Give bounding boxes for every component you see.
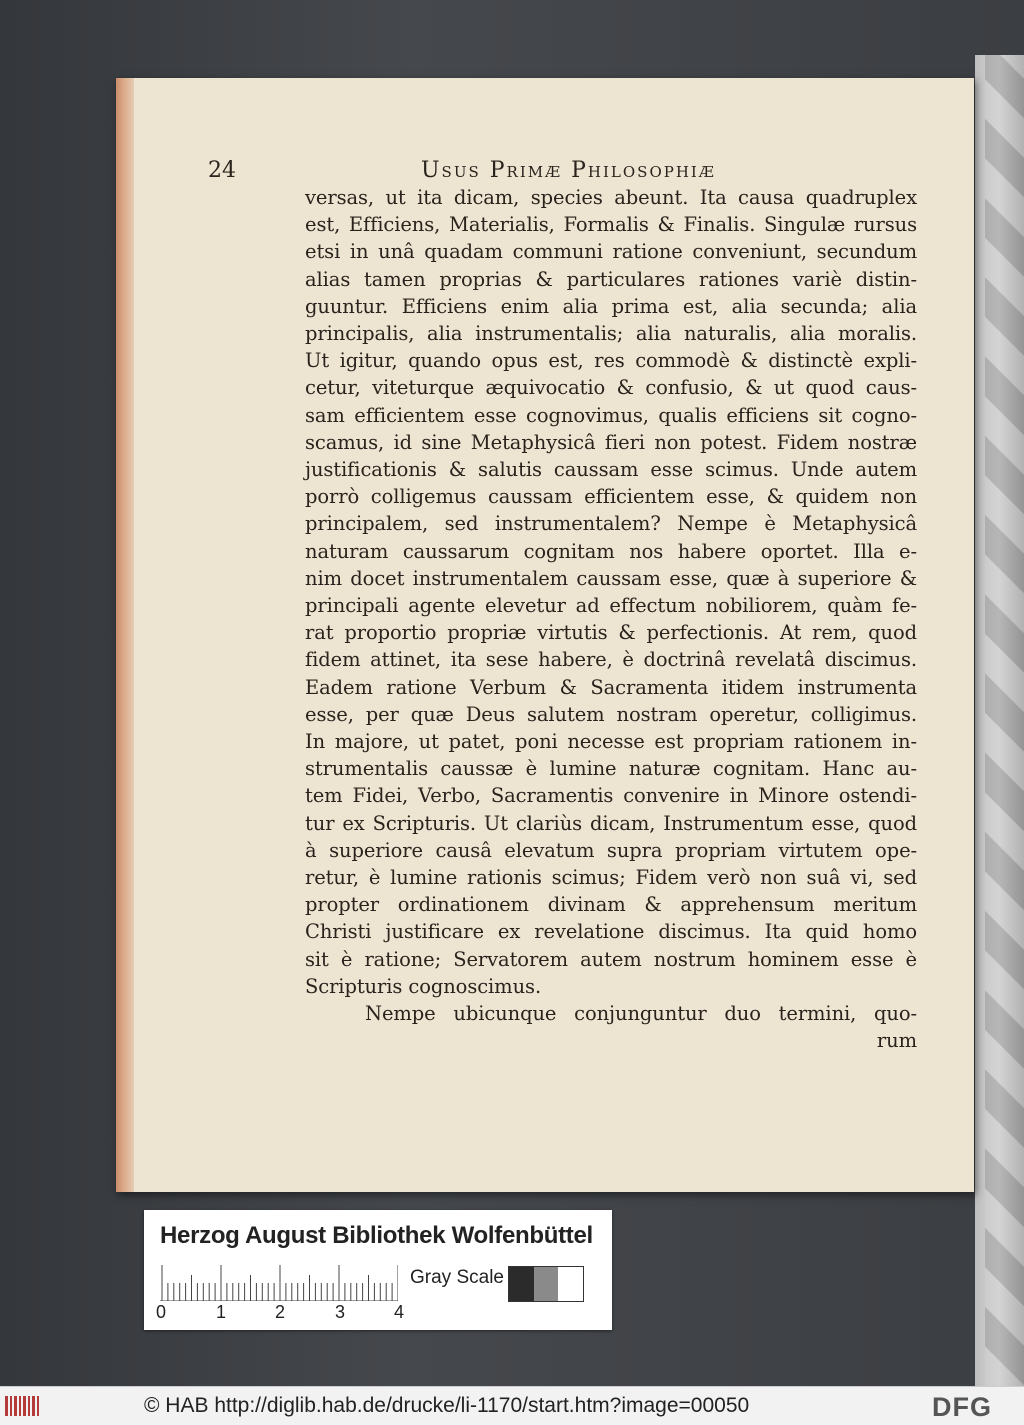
text-line: sam efficientem esse cognovimus, qualis efficiens sit cogno- [305,403,917,427]
text-line: Eadem ratione Verbum & Sacramenta itidem instrumenta [305,675,917,699]
text-line: Christi justificare ex revelatione discimus. Ita quid homo [305,920,917,944]
text-line: cetur, viteturque æquivocatio & confusio, & ut quod caus- [305,376,917,400]
gray-swatch-mid [534,1267,559,1301]
text-line: porrò colligemus caussam efficientem esse, & quidem non [305,485,917,509]
text-line: naturam caussarum cognitam nos habere oportet. Illa e- [305,539,917,563]
ruler-number: 1 [216,1302,227,1322]
text-line: guuntur. Efficiens enim alia prima est, alia secunda; alia [305,294,917,318]
text-line: principalem, sed instrumentalem? Nempe è Metaphysicâ [305,512,917,536]
ruler-number: 3 [335,1302,346,1322]
text-line: tem Fidei, Verbo, Sacramentis convenire in Minore ostendi- [305,784,917,808]
dfg-logo: DFG [932,1392,992,1422]
paragraph-start-line: Nempe ubicunque conjunguntur duo termini, quo- [365,1002,917,1026]
text-line: strumentalis caussæ è lumine naturæ cognitam. Hanc au- [305,757,917,781]
ruler-number: 4 [394,1302,405,1322]
catchword: rum [876,1029,917,1053]
text-line: principali agente elevetur ad effectum nobiliorem, quàm fe- [305,594,917,618]
text-line: sit è ratione; Servatorem autem nostrum hominem esse è [305,947,917,971]
page-text-area [208,158,917,1055]
text-line: esse, per quæ Deus salutem nostram operetur, colligimus. [305,702,917,726]
page-number: 24 [208,158,236,183]
gray-swatch-light [558,1267,583,1301]
text-line: est, Efficiens, Materialis, Formalis & Finalis. Singulæ rursus [305,213,917,237]
text-line: alias tamen proprias & particulares rationes variè distin- [305,267,917,291]
color-chart-title: Herzog August Bibliothek Wolfenbüttel [160,1222,593,1249]
hab-barcode-logo-icon [4,1393,40,1419]
text-line: etsi in unâ quadam communi ratione conveniunt, secundum [305,240,917,264]
gray-scale-swatches [508,1266,584,1302]
running-head-title: Usus Primæ Philosophiæ [421,158,716,183]
color-chart [144,1210,612,1330]
body-text [305,184,917,1055]
text-line: justificationis & salutis caussam esse scimus. Unde autem [305,458,917,482]
text-line: Scripturis cognoscimus. [305,974,542,998]
text-line: nim docet instrumentalem caussam esse, quæ à superiore & [305,566,917,590]
footer-credit-link[interactable]: © HAB http://diglib.hab.de/drucke/li-1170/start.htm?image=00050 [144,1394,750,1417]
text-line: versas, ut ita dicam, species abeunt. Ita causa quadruplex [305,186,917,209]
text-line: tur ex Scripturis. Ut clariùs dicam, Instrumentum esse, quod [305,811,917,835]
ruler-number: 0 [156,1302,167,1322]
page-edge [116,78,134,1192]
text-line: In majore, ut patet, poni necesse est propriam rationem in- [305,730,917,754]
footer-bar [0,1386,1024,1425]
text-line: scamus, id sine Metaphysicâ fieri non potest. Fidem nostræ [305,430,917,454]
ruler-scale-icon [160,1265,398,1301]
text-line: Ut igitur, quando opus est, res commodè & distinctè expli- [305,349,917,373]
gray-swatch-dark [509,1267,534,1301]
text-line: à superiore causâ elevatum supra propriam virtutem ope- [305,838,917,862]
ruler-number: 2 [275,1302,286,1322]
text-line: rat proportio propriæ virtutis & perfectionis. At rem, quod [305,621,917,645]
text-line: propter ordinationem divinam & apprehensum meritum [305,893,917,917]
text-line: fidem attinet, ita sese habere, è doctrinâ revelatâ discimus. [305,648,917,672]
text-line: retur, è lumine rationis scimus; Fidem verò non suâ vi, sed [305,866,917,890]
text-line: principalis, alia instrumentalis; alia naturalis, alia moralis. [305,322,917,346]
gray-scale-label: Gray Scale [410,1267,504,1288]
running-head [208,158,917,184]
ruler-numbers [156,1302,416,1324]
right-background-strip [975,55,1024,1386]
